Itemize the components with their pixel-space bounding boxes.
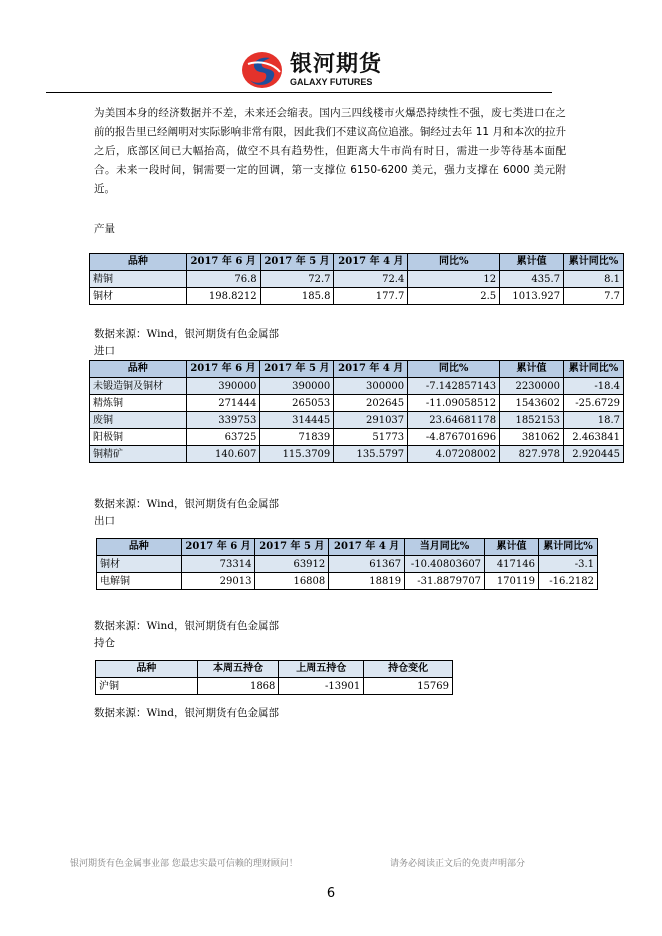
column-header: 2017 年 6 月 bbox=[186, 254, 260, 271]
value-cell: 202645 bbox=[334, 395, 408, 412]
value-cell: 827.978 bbox=[500, 446, 564, 463]
value-cell: 18.7 bbox=[564, 412, 624, 429]
production-source: 数据来源：Wind，银河期货有色金属部 bbox=[94, 328, 279, 340]
value-cell: 61367 bbox=[329, 556, 405, 573]
column-header: 累计值 bbox=[500, 361, 564, 378]
value-cell: -7.142857143 bbox=[408, 378, 500, 395]
column-header: 持仓变化 bbox=[364, 661, 453, 678]
value-cell: 1543602 bbox=[500, 395, 564, 412]
value-cell: 185.8 bbox=[260, 288, 334, 305]
value-cell: 12 bbox=[408, 271, 500, 288]
column-header: 品种 bbox=[90, 361, 187, 378]
value-cell: 135.5797 bbox=[334, 446, 408, 463]
value-cell: -25.6729 bbox=[564, 395, 624, 412]
value-cell: -13901 bbox=[279, 678, 364, 695]
column-header: 2017 年 4 月 bbox=[334, 254, 408, 271]
value-cell: 7.7 bbox=[564, 288, 624, 305]
table-row bbox=[97, 556, 598, 573]
value-cell: 16808 bbox=[255, 573, 329, 590]
column-header: 累计同比% bbox=[539, 539, 598, 556]
value-cell: 18819 bbox=[329, 573, 405, 590]
analysis-paragraph: 为美国本身的经济数据并不差，未来还会缩表。国内三四线楼市火爆恐持续性不强，废七类进口在之前的报告里已经阐明对实际影响非常有限，因此我们不建议高位追涨。铜经过去年 11 月和本次的拉升之后，底部区间已大幅抬高，做空不具有趋势性，但距离大牛市尚有时日，需进一步等待基本面配合。未来一段时间，铜需要一定的回调，第一支撑位 6150-6200 美元，强力支撑在 6000 美元附近。 bbox=[94, 107, 566, 195]
company-logo bbox=[240, 50, 382, 90]
value-cell: 2.920445 bbox=[564, 446, 624, 463]
page-number: 6 bbox=[326, 886, 336, 901]
column-header: 品种 bbox=[97, 539, 182, 556]
value-cell: 2.5 bbox=[408, 288, 500, 305]
row-label-cell: 铜材 bbox=[90, 288, 187, 305]
row-label-cell: 阳极铜 bbox=[90, 429, 187, 446]
column-header: 当月同比% bbox=[405, 539, 485, 556]
positions-source: 数据来源：Wind，银河期货有色金属部 bbox=[94, 707, 279, 719]
table-row bbox=[90, 412, 624, 429]
value-cell: 72.7 bbox=[260, 271, 334, 288]
value-cell: 170119 bbox=[485, 573, 539, 590]
exports-source: 数据来源：Wind，银河期货有色金属部 bbox=[94, 620, 279, 632]
column-header: 2017 年 4 月 bbox=[334, 361, 408, 378]
value-cell: -11.09058512 bbox=[408, 395, 500, 412]
value-cell: 300000 bbox=[334, 378, 408, 395]
exports-table bbox=[96, 538, 598, 590]
value-cell: -16.2182 bbox=[539, 573, 598, 590]
table-row bbox=[96, 678, 453, 695]
value-cell: 140.607 bbox=[186, 446, 260, 463]
row-label-cell: 铜材 bbox=[97, 556, 182, 573]
galaxy-logo-icon bbox=[240, 50, 284, 90]
value-cell: 390000 bbox=[260, 378, 334, 395]
table-row bbox=[90, 429, 624, 446]
footer-right-text: 请务必阅读正文后的免责声明部分 bbox=[390, 859, 526, 869]
imports-title: 进口 bbox=[94, 345, 115, 357]
column-header: 本周五持仓 bbox=[197, 661, 279, 678]
row-label-cell: 铜精矿 bbox=[90, 446, 187, 463]
value-cell: 72.4 bbox=[334, 271, 408, 288]
logo-cn-text: 银河期货 bbox=[290, 52, 383, 77]
table-row bbox=[90, 446, 624, 463]
value-cell: 1013.927 bbox=[500, 288, 564, 305]
value-cell: -4.876701696 bbox=[408, 429, 500, 446]
table-header-row bbox=[96, 661, 453, 678]
table-row bbox=[90, 378, 624, 395]
table-header-row bbox=[90, 361, 624, 378]
value-cell: 1852153 bbox=[500, 412, 564, 429]
value-cell: 29013 bbox=[181, 573, 255, 590]
column-header: 品种 bbox=[90, 254, 187, 271]
column-header: 2017 年 6 月 bbox=[181, 539, 255, 556]
value-cell: 1868 bbox=[197, 678, 279, 695]
value-cell: 381062 bbox=[500, 429, 564, 446]
column-header: 同比% bbox=[408, 254, 500, 271]
value-cell: 63912 bbox=[255, 556, 329, 573]
column-header: 累计同比% bbox=[564, 361, 624, 378]
value-cell: 265053 bbox=[260, 395, 334, 412]
value-cell: -18.4 bbox=[564, 378, 624, 395]
value-cell: 63725 bbox=[186, 429, 260, 446]
value-cell: 177.7 bbox=[334, 288, 408, 305]
table-row bbox=[90, 288, 624, 305]
value-cell: 51773 bbox=[334, 429, 408, 446]
value-cell: 73314 bbox=[181, 556, 255, 573]
positions-table bbox=[95, 660, 453, 695]
value-cell: 15769 bbox=[364, 678, 453, 695]
row-label-cell: 废铜 bbox=[90, 412, 187, 429]
value-cell: -31.8879707 bbox=[405, 573, 485, 590]
value-cell: 2230000 bbox=[500, 378, 564, 395]
column-header: 2017 年 5 月 bbox=[255, 539, 329, 556]
footer-left-text: 银河期货有色金属事业部 您最忠实最可信赖的理财顾问！ bbox=[70, 859, 298, 869]
column-header: 2017 年 4 月 bbox=[329, 539, 405, 556]
column-header: 2017 年 6 月 bbox=[186, 361, 260, 378]
row-label-cell: 未锻造铜及铜材 bbox=[90, 378, 187, 395]
logo-en-text: GALAXY FUTURES bbox=[290, 77, 373, 87]
header-divider bbox=[46, 92, 552, 93]
production-table bbox=[89, 253, 624, 305]
value-cell: -3.1 bbox=[539, 556, 598, 573]
exports-title: 出口 bbox=[94, 515, 115, 527]
column-header: 上周五持仓 bbox=[279, 661, 364, 678]
column-header: 累计值 bbox=[500, 254, 564, 271]
value-cell: 76.8 bbox=[186, 271, 260, 288]
column-header: 2017 年 5 月 bbox=[260, 254, 334, 271]
value-cell: 417146 bbox=[485, 556, 539, 573]
positions-title: 持仓 bbox=[94, 637, 115, 649]
table-row bbox=[90, 271, 624, 288]
column-header: 2017 年 5 月 bbox=[260, 361, 334, 378]
table-header-row bbox=[97, 539, 598, 556]
table-header-row bbox=[90, 254, 624, 271]
row-label-cell: 电解铜 bbox=[97, 573, 182, 590]
value-cell: 198.8212 bbox=[186, 288, 260, 305]
value-cell: 435.7 bbox=[500, 271, 564, 288]
imports-table bbox=[89, 360, 624, 463]
column-header: 累计值 bbox=[485, 539, 539, 556]
column-header: 品种 bbox=[96, 661, 198, 678]
value-cell: 314445 bbox=[260, 412, 334, 429]
value-cell: 71839 bbox=[260, 429, 334, 446]
value-cell: 291037 bbox=[334, 412, 408, 429]
value-cell: -10.40803607 bbox=[405, 556, 485, 573]
row-label-cell: 精铜 bbox=[90, 271, 187, 288]
row-label-cell: 精炼铜 bbox=[90, 395, 187, 412]
value-cell: 4.07208002 bbox=[408, 446, 500, 463]
production-title: 产量 bbox=[94, 223, 115, 235]
row-label-cell: 沪铜 bbox=[96, 678, 198, 695]
value-cell: 271444 bbox=[186, 395, 260, 412]
table-row bbox=[90, 395, 624, 412]
value-cell: 339753 bbox=[186, 412, 260, 429]
table-row bbox=[97, 573, 598, 590]
value-cell: 390000 bbox=[186, 378, 260, 395]
column-header: 累计同比% bbox=[564, 254, 624, 271]
value-cell: 115.3709 bbox=[260, 446, 334, 463]
value-cell: 23.64681178 bbox=[408, 412, 500, 429]
value-cell: 8.1 bbox=[564, 271, 624, 288]
imports-source: 数据来源：Wind，银河期货有色金属部 bbox=[94, 498, 279, 510]
value-cell: 2.463841 bbox=[564, 429, 624, 446]
column-header: 同比% bbox=[408, 361, 500, 378]
